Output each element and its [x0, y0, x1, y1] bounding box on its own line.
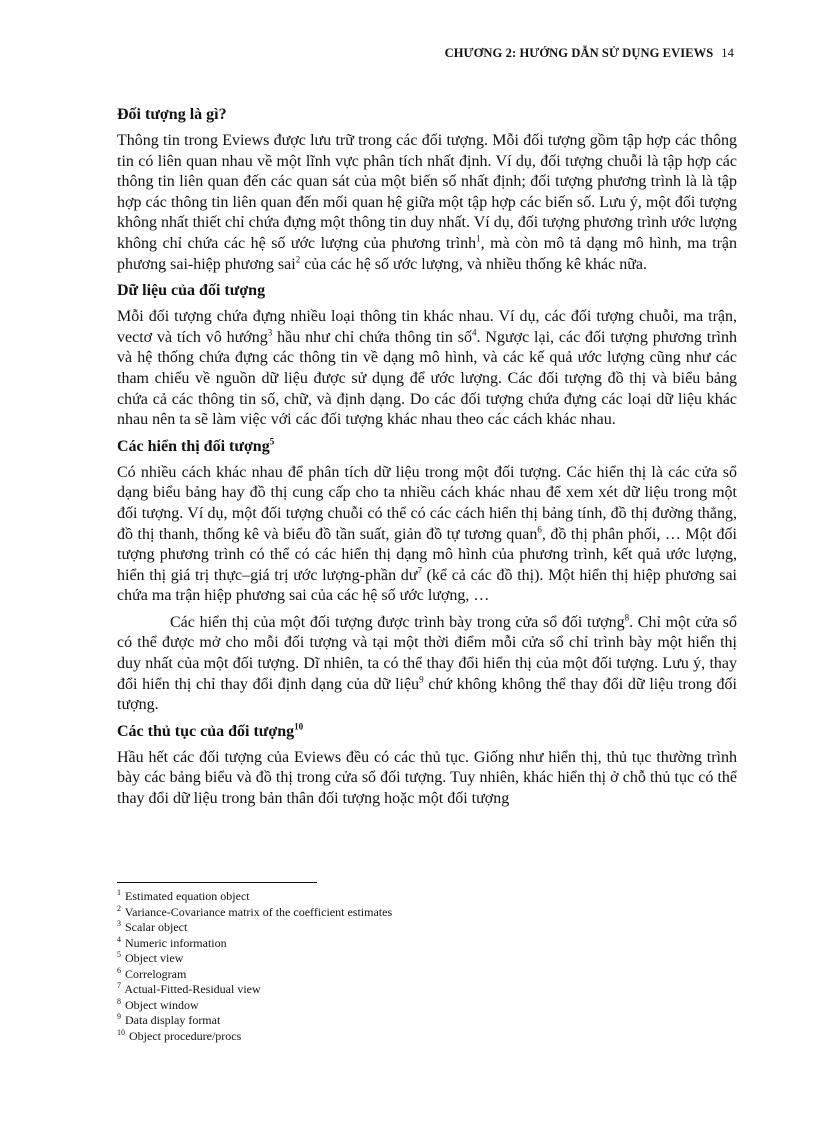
heading-text: Các hiển thị đối tượng [117, 437, 270, 455]
text-run: , mà còn mô tả dạng mô hình, ma trận phương sai-hiệp phương sai [117, 234, 737, 273]
paragraph [117, 131, 737, 275]
text-run: Mỗi đối tượng chứa đựng nhiều loại thông tin khác nhau. Ví dụ, các đối tượng chuỗi, ma trận, vectơ và tích vô hướng [117, 308, 737, 346]
running-header [445, 46, 734, 61]
chapter-title: CHƯƠNG 2: HƯỚNG DẪN SỬ DỤNG EVIEWS [444, 46, 714, 60]
text-run: . Ngược lại, các đối tượng phương trình và hệ thống chứa đựng các thông tin về dạng mô hình, và các kế quả ước lượng cũng như các tham chiếu về nguồn dữ liệu được sử dụng để ước lượng. Các đối tượng đồ thị và biểu bảng chứa cả các thông tin số, chữ, và định dạng. Do các đối tượng chứa đựng các loại dữ liệu khác nhau nên ta sẽ làm việc với các đối tượng khác nhau theo các cách khác nhau. [117, 328, 737, 429]
paragraph [117, 613, 737, 716]
footnote-mark: 6 [117, 965, 121, 975]
footnote [117, 936, 737, 952]
text-run: chứ không không thể thay đổi dữ liệu trong đối tượng. [117, 675, 737, 714]
text-run: Có nhiều cách khác nhau để phân tích dữ liệu trong một đối tượng. Các hiển thị là các cửa sổ dạng biểu bảng hay đồ thị cung cấp cho ta nhiều cách khác nhau để xem xét dữ liệu trong một đối tượng. Ví dụ, một đối tượng chuỗi có thể có các cách hiển thị bảng tính, đồ thị đường thẳng, đồ thị thanh, thống kê và biểu đồ tần suất, giản đồ tự tương quan [117, 463, 737, 543]
footnote-ref: 1 [476, 233, 481, 244]
footnote-mark: 5 [117, 950, 121, 959]
footnote [117, 889, 737, 905]
text-run: của các hệ số ước lượng, và nhiều thống kê khác nữa. [300, 255, 648, 273]
text-run: hầu như chỉ chứa thông tin số [272, 328, 473, 346]
footnote [117, 905, 737, 921]
footnote [117, 998, 737, 1014]
footnote [117, 967, 737, 983]
footnote-divider [117, 882, 317, 883]
footnote-mark: 3 [117, 919, 121, 928]
paragraph [117, 463, 737, 607]
footnote-ref: 7 [417, 565, 422, 576]
footnote-text: Actual-Fitted-Residual view [124, 982, 261, 996]
footnote-ref: 5 [269, 436, 275, 447]
footnote-mark: 2 [117, 903, 121, 913]
footnote-ref: 4 [472, 327, 477, 338]
text-run: (kể cả các đồ thị). Một hiển thị hiệp phương sai chứa ma trận hiệp phương sai của các hệ số ước lượng, … [117, 566, 737, 605]
footnote-mark: 10 [117, 1027, 125, 1037]
footnote [117, 1013, 737, 1029]
section-heading-object-data: Dữ liệu của đối tượng [117, 282, 266, 300]
footnote [117, 920, 737, 936]
footnote-text: Scalar object [125, 920, 188, 934]
footnote-ref: 2 [295, 254, 301, 265]
footnote-text: Numeric information [125, 935, 227, 950]
footnote-text: Estimated equation object [125, 889, 250, 903]
footnote-mark: 9 [117, 1012, 121, 1021]
footnote [117, 1029, 737, 1045]
footnote-ref: 9 [419, 674, 424, 685]
section-heading-object-procedures [117, 722, 737, 742]
footnote [117, 951, 737, 967]
text-run: Các hiển thị của một đối tượng được trình bày trong cửa sổ đối tượng [170, 613, 625, 631]
paragraph: Hầu hết các đối tượng của Eviews đều có các thủ tục. Giống như hiển thị, thủ tục thường trình bày các bảng biểu và đồ thị trong cửa sổ đối tượng. Tuy nhiên, khác hiển thị ở chỗ thủ tục có thể thay đổi dữ liệu trong bản thân đối tượng hoặc một đối tượng [117, 748, 737, 808]
text-run: Thông tin trong Eviews được lưu trữ trong các đối tượng. Mỗi đối tượng gồm tập hợp các thông tin có liên quan nhau về một lĩnh vực phân tích nhất định. Ví dụ, đối tượng chuỗi là tập hợp các thông tin liên quan đến các quan sát của một biến số nhất định; đối tượng phương trình là là tập hợp các thông tin liên quan đến mối quan hệ giữa một tập hợp các biến số. Lưu ý, một đối tượng không nhất thiết chỉ chứa đựng một thông tin duy nhất. Ví dụ, đối tượng phương trình ước lượng không chỉ chứa các hệ số ước lượng của phương trình [117, 132, 737, 252]
text-run: , đồ thị phân phối, … Một đối tượng phương trình có thể có các hiển thị dạng mô hình của phương trình, kết quả ước lượng, hiển thị giá trị thực–giá trị ước lượng-phần dư [117, 525, 737, 584]
heading-text: Các thủ tục của đối tượng [117, 722, 295, 740]
footnotes [117, 889, 737, 1044]
footnote-mark: 8 [117, 996, 121, 1006]
footnote-text: Object window [125, 997, 199, 1012]
footnote-text: Object procedure/procs [129, 1028, 242, 1043]
footnote-ref: 3 [267, 327, 273, 338]
section-heading-object-views [117, 437, 737, 457]
footnote-text: Data display format [125, 1013, 221, 1027]
footnote-ref: 10 [294, 721, 304, 732]
paragraph [117, 307, 737, 431]
footnote-mark: 7 [117, 981, 121, 990]
footnote-ref: 8 [624, 612, 630, 623]
footnote-mark: 4 [117, 934, 121, 944]
footnote [117, 982, 737, 998]
footnote-text: Variance-Covariance matrix of the coefficient estimates [124, 904, 393, 919]
footnote-text: Object view [125, 951, 184, 965]
main-text [117, 105, 737, 816]
section-heading-what-is-object: Đối tượng là gì? [117, 106, 227, 123]
text-run: . Chỉ một cửa sổ có thể được mở cho mỗi đối tượng và tại một thời điểm mỗi cửa sổ chỉ trình bày một hiển thị duy nhất của một đối tượng. Dĩ nhiên, ta có thể thay đổi hiển thị của một đối tượng. Lưu ý, thay đổi hiển thị chỉ thay đổi định dạng của dữ liệu [117, 613, 737, 693]
page-number: 14 [721, 46, 734, 60]
footnote-mark: 1 [117, 888, 121, 897]
footnote-text: Correlogram [125, 966, 187, 981]
footnote-ref: 6 [537, 524, 542, 535]
